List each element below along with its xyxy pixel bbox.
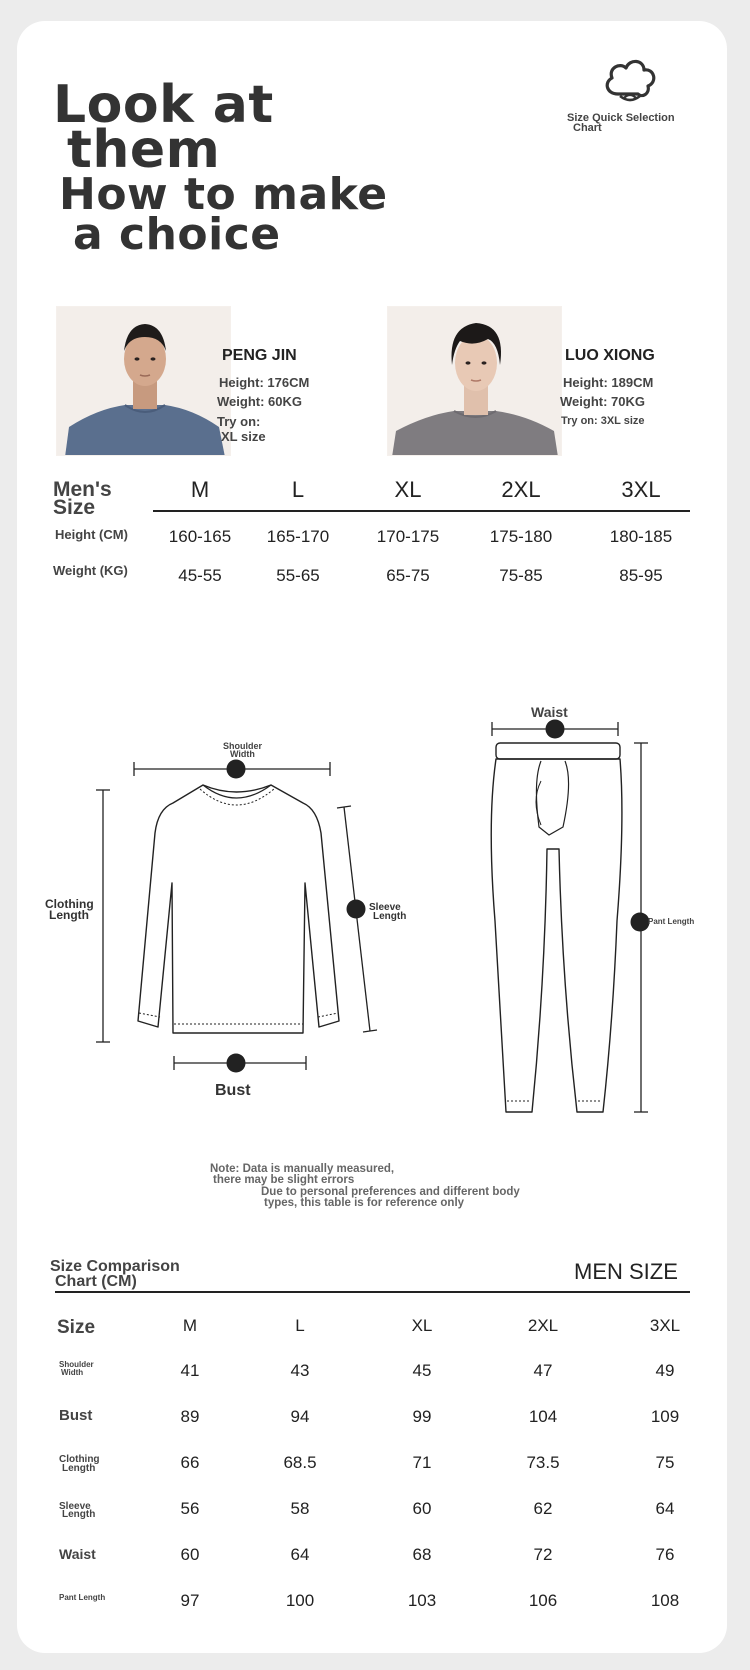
model-2-height: Height: 189CM <box>563 375 654 390</box>
comp-cell: 60 <box>412 1499 432 1518</box>
comp-cell: 68.5 <box>283 1453 317 1472</box>
comp-cell: 103 <box>407 1591 437 1610</box>
height-cell: 165-170 <box>266 527 330 546</box>
comp-cell: 73.5 <box>526 1453 560 1472</box>
comp-header-l: L <box>295 1316 305 1335</box>
waist-row-label: Waist <box>59 1546 96 1562</box>
pant-length-label: Pant Length <box>648 917 695 926</box>
waist-label: Waist <box>531 704 568 720</box>
height-cell: 160-165 <box>168 527 232 546</box>
size-header-label: Size <box>57 1317 96 1338</box>
height-cell: 175-180 <box>489 527 553 546</box>
model-1-weight: Weight: 60KG <box>217 394 302 409</box>
hero-line-2: them <box>67 120 221 180</box>
comp-cell: 49 <box>655 1361 675 1380</box>
mens-size-header-3xl: 3XL <box>621 477 661 502</box>
note-line-4: types, this table is for reference only <box>264 1197 465 1209</box>
comp-cell: 75 <box>655 1453 675 1472</box>
comp-cell: 97 <box>180 1591 200 1610</box>
comparison-title-1: Size Comparison <box>50 1258 180 1275</box>
model-2-weight: Weight: 70KG <box>560 394 645 409</box>
comp-cell: 106 <box>528 1591 558 1610</box>
note-line-3: Due to personal preferences and different body <box>261 1186 520 1198</box>
hero-line-1: Look at <box>53 75 274 135</box>
comp-cell: 68 <box>412 1545 432 1564</box>
comp-cell: 108 <box>650 1591 680 1610</box>
sleeve-length-label-1: Sleeve <box>369 902 401 913</box>
comp-cell: 60 <box>180 1545 200 1564</box>
height-row-label: Height (CM) <box>55 527 128 542</box>
clothing-length-label-2: Length <box>49 908 89 922</box>
comp-cell: 45 <box>412 1361 432 1380</box>
garment-measurement-diagram <box>17 21 727 1653</box>
sleeve-length-label-2: Length <box>373 911 407 922</box>
comparison-title-2: Chart (CM) <box>55 1273 137 1290</box>
comp-cell: 56 <box>180 1499 200 1518</box>
comp-cell: 94 <box>290 1407 310 1426</box>
comp-cell: 99 <box>412 1407 432 1426</box>
comparison-divider <box>55 1291 690 1293</box>
comp-cell: 43 <box>290 1361 310 1380</box>
note-line-1: Note: Data is manually measured, <box>210 1163 395 1175</box>
clothing-length-label-1: Clothing <box>45 897 94 911</box>
logo-caption-1: Size Quick Selection <box>567 112 675 124</box>
comp-cell: 58 <box>290 1499 310 1518</box>
model-1-tryon-label: Try on: <box>217 414 261 429</box>
model-1-tryon-size: XL size <box>221 429 266 444</box>
mens-size-title-1: Men's <box>53 478 112 501</box>
comp-cell: 71 <box>412 1453 432 1472</box>
weight-row-label: Weight (KG) <box>53 563 128 578</box>
comp-cell: 64 <box>290 1545 310 1564</box>
clothing-row-label-1: Clothing <box>59 1454 100 1465</box>
weight-cell: 75-85 <box>499 566 543 585</box>
comp-cell: 72 <box>533 1545 553 1564</box>
clothing-row-label-2: Length <box>62 1463 96 1474</box>
comp-cell: 41 <box>180 1361 200 1380</box>
comp-cell: 66 <box>180 1453 200 1472</box>
model-1-name: PENG JIN <box>222 347 297 364</box>
comp-cell: 104 <box>528 1407 558 1426</box>
comp-cell: 47 <box>533 1361 553 1380</box>
model-2-name: LUO XIONG <box>565 347 655 364</box>
model-2-tryon: Try on: 3XL size <box>561 415 645 427</box>
men-size-title: MEN SIZE <box>574 1259 678 1284</box>
weight-cell: 85-95 <box>619 566 663 585</box>
logo-caption-2: Chart <box>573 122 602 134</box>
comp-cell: 100 <box>285 1591 315 1610</box>
comp-cell: 109 <box>650 1407 680 1426</box>
shoulder-row-label-2: Width <box>61 1368 84 1377</box>
shoulder-label-2: Width <box>230 749 255 759</box>
shoulder-row-label-1: Shoulder <box>59 1360 94 1369</box>
comp-cell: 64 <box>655 1499 675 1518</box>
height-cell: 180-185 <box>609 527 673 546</box>
mens-size-header-l: L <box>291 477 305 502</box>
mens-size-header-xl: XL <box>394 477 422 502</box>
height-cell: 170-175 <box>376 527 440 546</box>
bust-label: Bust <box>215 1082 251 1099</box>
hero-line-4: a choice <box>73 209 281 260</box>
comp-header-xl: XL <box>411 1316 433 1335</box>
model-1-height: Height: 176CM <box>219 375 310 390</box>
bust-row-label: Bust <box>59 1407 93 1424</box>
size-guide-card <box>17 21 727 1653</box>
mens-size-title-2: Size <box>53 495 96 519</box>
comp-header-2xl: 2XL <box>527 1316 559 1335</box>
comp-header-3xl: 3XL <box>649 1316 681 1335</box>
note-line-2: there may be slight errors <box>213 1174 355 1186</box>
sleeve-row-label-1: Sleeve <box>59 1501 91 1512</box>
weight-cell: 45-55 <box>178 566 222 585</box>
weight-cell: 55-65 <box>276 566 320 585</box>
comp-cell: 89 <box>180 1407 200 1426</box>
hero-line-3: How to make <box>59 169 388 220</box>
comp-header-m: M <box>182 1316 198 1335</box>
mens-size-header-2xl: 2XL <box>501 477 541 502</box>
shoulder-label-1: Shoulder <box>223 741 263 751</box>
sleeve-row-label-2: Length <box>62 1509 96 1520</box>
comp-cell: 62 <box>533 1499 553 1518</box>
mens-size-header-m: M <box>190 477 210 502</box>
pant-row-label: Pant Length <box>59 1593 106 1602</box>
comp-cell: 76 <box>655 1545 675 1564</box>
weight-cell: 65-75 <box>386 566 430 585</box>
